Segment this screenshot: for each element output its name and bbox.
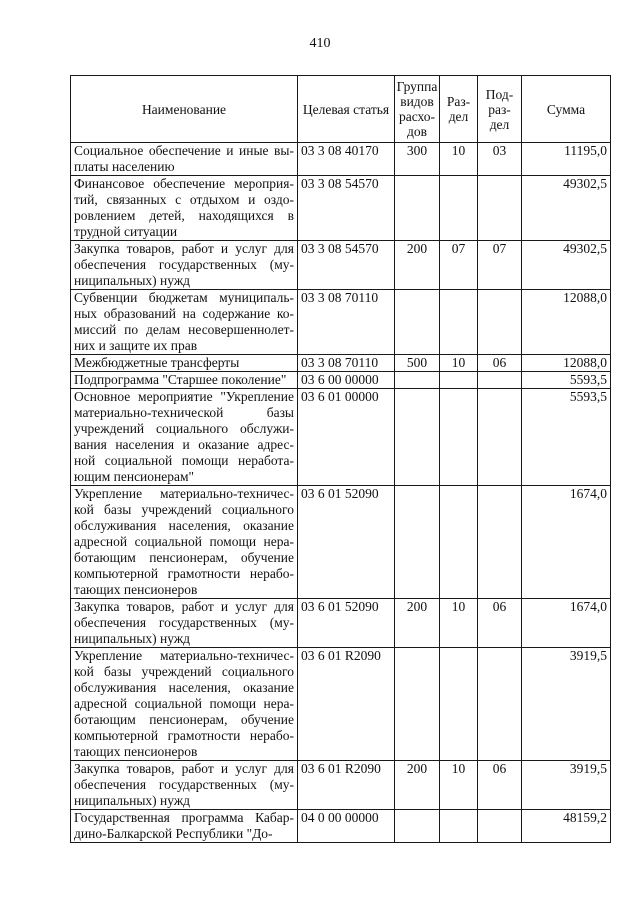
cell-target: 03 6 00 00000: [298, 372, 395, 389]
cell-section: 10: [440, 143, 478, 176]
cell-name: Государственная программа Кабар-дино-Балкарской Республики "До-: [71, 810, 298, 843]
cell-target: 03 3 08 70110: [298, 355, 395, 372]
cell-section: [440, 176, 478, 241]
table-row: [71, 389, 611, 486]
cell-group: [395, 176, 440, 241]
cell-name: Финансовое обеспечение мероприя-тий, связанных с отдыхом и оздо-ровлением детей, находящихся в трудной ситуации: [71, 176, 298, 241]
table-row: [71, 810, 611, 843]
table-row: [71, 241, 611, 290]
cell-target: 03 6 01 52090: [298, 486, 395, 599]
cell-group: 200: [395, 599, 440, 648]
cell-amount: 12088,0: [522, 290, 611, 355]
cell-name: Основное мероприятие "Укрепление материально-технической базы учреждений социального обслужи-вания населения и оказание адрес-ной социальной помощи неработа-ющим пенсионерам": [71, 389, 298, 486]
cell-name: Подпрограмма "Старшее поколение": [71, 372, 298, 389]
cell-group: [395, 372, 440, 389]
cell-target: 03 3 08 54570: [298, 241, 395, 290]
cell-section: 10: [440, 599, 478, 648]
cell-section: 10: [440, 761, 478, 810]
cell-amount: 11195,0: [522, 143, 611, 176]
cell-subsection: [478, 486, 522, 599]
cell-section: [440, 486, 478, 599]
table-row: [71, 176, 611, 241]
cell-name: Укрепление материально-техничес-кой базы учреждений социального обслуживания населения, оказание адресной социальной помощи нера-ботающим пенсионерам, обучение компьютерной грамотности нерабо-тающих пенсионеров: [71, 648, 298, 761]
cell-name: Субвенции бюджетам муниципаль-ных образований на содержание ко-миссий по делам несовершеннолет-них и защите их прав: [71, 290, 298, 355]
table-row: [71, 355, 611, 372]
cell-group: [395, 486, 440, 599]
cell-name: Межбюджетные трансферты: [71, 355, 298, 372]
header-group: Группа видов расхо-дов: [395, 76, 440, 143]
cell-group: 200: [395, 761, 440, 810]
cell-target: 03 6 01 00000: [298, 389, 395, 486]
cell-amount: 48159,2: [522, 810, 611, 843]
cell-name: Социальное обеспечение и иные вы-платы населению: [71, 143, 298, 176]
table-row: [71, 486, 611, 599]
cell-name: Укрепление материально-техничес-кой базы учреждений социального обслуживания населения, оказание адресной социальной помощи нера-ботающим пенсионерам, обучение компьютерной грамотности нерабо-тающих пенсионеров: [71, 486, 298, 599]
cell-amount: 49302,5: [522, 176, 611, 241]
cell-section: [440, 290, 478, 355]
cell-subsection: 07: [478, 241, 522, 290]
cell-subsection: [478, 648, 522, 761]
cell-group: [395, 810, 440, 843]
cell-group: [395, 389, 440, 486]
header-subsection: Под-раз-дел: [478, 76, 522, 143]
cell-name: Закупка товаров, работ и услуг для обеспечения государственных (му-ниципальных) нужд: [71, 241, 298, 290]
cell-section: [440, 389, 478, 486]
cell-amount: 3919,5: [522, 761, 611, 810]
table-row: [71, 143, 611, 176]
cell-amount: 1674,0: [522, 599, 611, 648]
cell-section: [440, 648, 478, 761]
table-row: [71, 599, 611, 648]
table-row: [71, 290, 611, 355]
header-section: Раз-дел: [440, 76, 478, 143]
cell-amount: 49302,5: [522, 241, 611, 290]
cell-target: 03 3 08 54570: [298, 176, 395, 241]
cell-target: 03 3 08 40170: [298, 143, 395, 176]
header-target: Целевая статья: [298, 76, 395, 143]
cell-subsection: [478, 290, 522, 355]
budget-table: [70, 75, 611, 843]
cell-subsection: [478, 810, 522, 843]
cell-subsection: [478, 176, 522, 241]
cell-subsection: 06: [478, 761, 522, 810]
cell-subsection: [478, 389, 522, 486]
cell-amount: 3919,5: [522, 648, 611, 761]
cell-amount: 1674,0: [522, 486, 611, 599]
cell-name: Закупка товаров, работ и услуг для обеспечения государственных (му-ниципальных) нужд: [71, 599, 298, 648]
header-name: Наименование: [71, 76, 298, 143]
cell-subsection: 06: [478, 599, 522, 648]
cell-subsection: 03: [478, 143, 522, 176]
cell-group: 500: [395, 355, 440, 372]
cell-target: 04 0 00 00000: [298, 810, 395, 843]
cell-amount: 5593,5: [522, 389, 611, 486]
table-header-row: [71, 76, 611, 143]
cell-section: [440, 372, 478, 389]
cell-target: 03 6 01 R2090: [298, 648, 395, 761]
cell-target: 03 3 08 70110: [298, 290, 395, 355]
table-row: [71, 372, 611, 389]
cell-amount: 12088,0: [522, 355, 611, 372]
cell-subsection: [478, 372, 522, 389]
cell-name: Закупка товаров, работ и услуг для обеспечения государственных (му-ниципальных) нужд: [71, 761, 298, 810]
cell-group: 300: [395, 143, 440, 176]
cell-target: 03 6 01 R2090: [298, 761, 395, 810]
cell-section: [440, 810, 478, 843]
header-amount: Сумма: [522, 76, 611, 143]
cell-section: 10: [440, 355, 478, 372]
table-row: [71, 761, 611, 810]
cell-group: [395, 648, 440, 761]
page-number: 410: [309, 36, 331, 51]
cell-subsection: 06: [478, 355, 522, 372]
cell-section: 07: [440, 241, 478, 290]
cell-target: 03 6 01 52090: [298, 599, 395, 648]
cell-group: [395, 290, 440, 355]
cell-amount: 5593,5: [522, 372, 611, 389]
cell-group: 200: [395, 241, 440, 290]
table-row: [71, 648, 611, 761]
